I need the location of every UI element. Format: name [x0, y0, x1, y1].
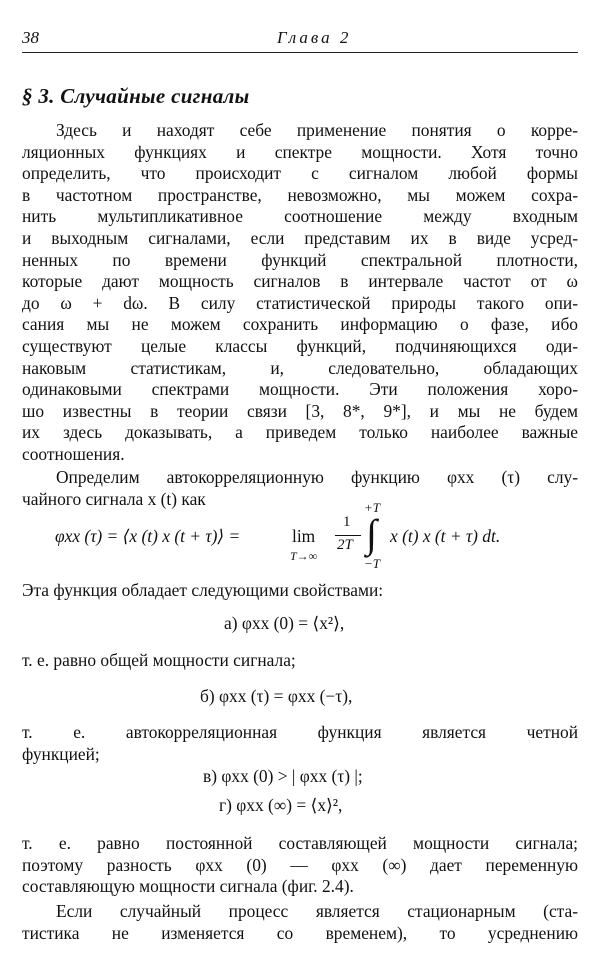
- fraction-denominator: 2T: [337, 537, 353, 553]
- fraction-numerator: 1: [343, 514, 351, 530]
- text-line: чайного сигнала x (t) как: [22, 488, 206, 509]
- text-line: сания мы не можем сохранить информацию о фазе, ибо: [22, 314, 578, 335]
- properties-intro: Эта функция обладает следующими свойствами:: [22, 580, 384, 600]
- text-line: поэтому разность φxx (0) — φxx (∞) дает переменную: [22, 854, 578, 875]
- text-line: Определим автокорреляционную функцию φxx (τ) слу-: [56, 467, 578, 487]
- property-b-note: [22, 722, 578, 765]
- header-rule: [22, 52, 578, 53]
- text-line: нить мультипликативное соотношение между входным: [22, 206, 578, 227]
- paragraph-2: [22, 467, 578, 510]
- text-line: их здесь доказывать, а приведем только наиболее важные: [22, 422, 578, 443]
- property-a: а) φxx (0) = ⟨x²⟩,: [224, 613, 345, 633]
- integral-lower-limit: −T: [364, 556, 381, 571]
- text-line: которые дают мощность сигналов в интервале частот от ω: [22, 271, 578, 292]
- integrand: x (t) x (t + τ) dt.: [390, 526, 501, 546]
- chapter-title: Глава 2: [277, 28, 352, 47]
- property-a-note: т. е. равно общей мощности сигнала;: [22, 650, 296, 670]
- text-line: т. е. автокорреляционная функция является четной: [22, 722, 578, 742]
- property-b: б) φxx (τ) = φxx (−τ),: [200, 686, 353, 706]
- lim-subscript: T→∞: [290, 549, 318, 563]
- paragraph-3: [22, 833, 578, 898]
- page-number: 38: [22, 28, 39, 47]
- text-line: составляющую мощности сигнала (фиг. 2.4).: [22, 876, 354, 897]
- text-line: ненных по времени функций спектральной плотности,: [22, 249, 578, 270]
- text-line: в частотном пространстве, невозможно, мы можем сохра-: [22, 184, 578, 205]
- property-d: г) φxx (∞) = ⟨x⟩²,: [219, 795, 343, 815]
- text-line: соотношения.: [22, 443, 125, 464]
- fraction-bar: [335, 535, 361, 536]
- text-line: тистика не изменяется со временем), то усреднению: [22, 922, 578, 943]
- text-line: определить, что происходит с сигналом любой формы: [22, 163, 578, 184]
- integral-upper-limit: +T: [364, 500, 381, 515]
- text-line: существуют целые классы функций, подчиняющихся оди-: [22, 335, 578, 356]
- text-line: шо известны в теории связи [3, 8*, 9*], и мы не будем: [22, 400, 578, 421]
- text-line: одинаковыми спектрами мощности. Эти положения хоро-: [22, 379, 578, 400]
- integral-sign: ∫: [366, 511, 377, 556]
- text-line: Здесь и находят себе применение понятия о корре-: [56, 120, 578, 140]
- formula-lhs: φxx (τ) = ⟨x (t) x (t + τ)⟩ =: [55, 526, 241, 546]
- paragraph-1: [22, 120, 578, 466]
- text-line: до ω + dω. В силу статистической природы такого опи-: [22, 292, 578, 313]
- property-c: в) φxx (0) > | φxx (τ) |;: [203, 766, 363, 786]
- text-line: функцией;: [22, 743, 100, 764]
- section-title: § 3. Случайные сигналы: [22, 84, 250, 108]
- text-line: ляционных функциях и спектре мощности. Хотя точно: [22, 141, 578, 162]
- lim-symbol: lim: [292, 526, 316, 546]
- text-line: т. е. равно постоянной составляющей мощности сигнала;: [22, 833, 578, 853]
- text-line: и выходным сигналами, если представим их в виде усред-: [22, 227, 578, 248]
- text-line: Если случайный процесс является стационарным (ста-: [56, 901, 578, 921]
- paragraph-4: [22, 901, 578, 944]
- text-line: наковым статистикам, и, следовательно, обладающих: [22, 357, 578, 378]
